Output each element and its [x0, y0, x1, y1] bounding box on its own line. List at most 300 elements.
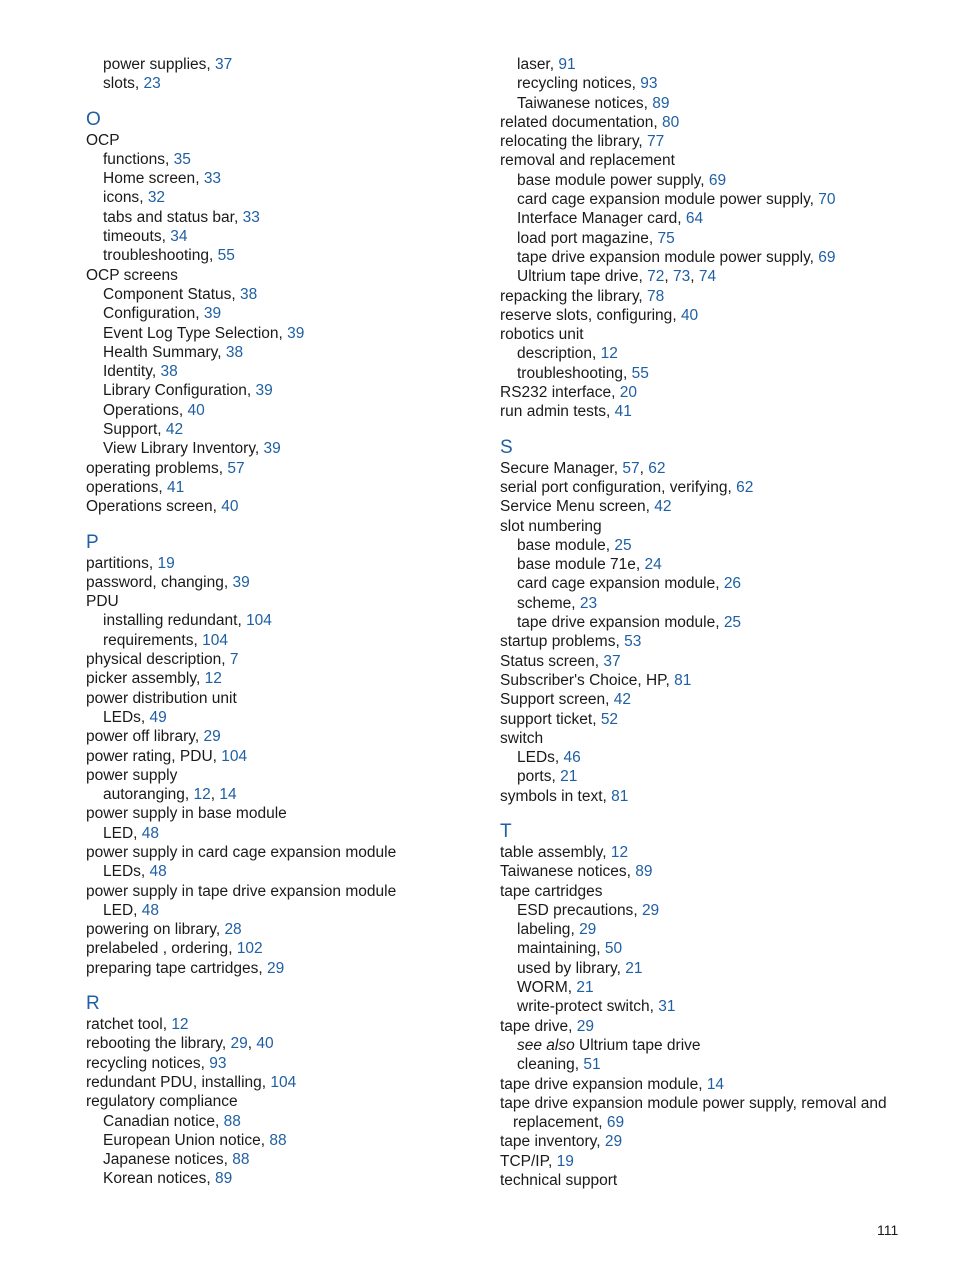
- index-term: power supply in card cage expansion module: [86, 843, 397, 861]
- index-term: relocating the library: [500, 133, 639, 151]
- page-link[interactable]: 73: [672, 268, 691, 286]
- index-term: support ticket: [500, 710, 593, 728]
- index-term: table assembly: [500, 843, 603, 861]
- index-subentry-taiwanese-notices: Taiwanese notices, 89: [517, 94, 670, 112]
- index-entry-reserve-slots-configuring: reserve slots, configuring, 40: [500, 306, 699, 324]
- page-link[interactable]: 40: [256, 1035, 274, 1053]
- page-link[interactable]: 14: [219, 786, 237, 804]
- index-entry-operations-screen: Operations screen, 40: [86, 498, 239, 516]
- page-link[interactable]: 89: [652, 94, 670, 112]
- index-term: Subscriber's Choice, HP: [500, 671, 666, 689]
- page-link[interactable]: 14: [706, 1075, 725, 1093]
- page-link[interactable]: 39: [287, 324, 305, 342]
- index-term: troubleshooting: [517, 364, 623, 382]
- page-link[interactable]: 42: [165, 421, 184, 439]
- index-term: card cage expansion module power supply: [517, 191, 810, 209]
- page-link[interactable]: 29: [230, 1035, 248, 1053]
- index-term: Taiwanese notices: [517, 94, 644, 112]
- page-link[interactable]: 40: [221, 498, 239, 516]
- page-link[interactable]: 104: [221, 747, 248, 765]
- index-subentry-maintaining: maintaining, 50: [517, 940, 623, 958]
- index-term: scheme: [517, 594, 572, 612]
- index-term: base module power supply: [517, 171, 701, 189]
- index-subentry-led: LED, 48: [103, 901, 160, 919]
- index-term: LED: [103, 901, 134, 919]
- index-term: base module 71e: [517, 556, 636, 574]
- index-term: Ultrium tape drive: [579, 1036, 701, 1054]
- page-link[interactable]: 42: [654, 498, 672, 516]
- page-link[interactable]: 88: [269, 1131, 287, 1149]
- index-term: prelabeled , ordering: [86, 940, 229, 958]
- page-link[interactable]: 7: [229, 651, 239, 669]
- index-term: installing redundant: [103, 612, 238, 630]
- index-subentry-interface-manager-card: Interface Manager card, 64: [517, 210, 704, 228]
- index-subentry-library-configuration: Library Configuration, 39: [103, 382, 273, 400]
- index-entry-support-ticket: support ticket, 52: [500, 710, 619, 728]
- page-link[interactable]: 12: [171, 1016, 189, 1034]
- index-term: run admin tests: [500, 403, 606, 421]
- index-subentry-canadian-notice: Canadian notice, 88: [103, 1112, 241, 1130]
- page-link[interactable]: 29: [203, 728, 221, 746]
- index-entry-removal-and-replacement: [500, 151, 920, 170]
- page-link[interactable]: 33: [242, 208, 260, 226]
- index-letter-heading: T: [500, 820, 512, 842]
- page-link[interactable]: 39: [232, 573, 250, 591]
- index-term: description: [517, 345, 592, 363]
- page-link[interactable]: 57: [227, 459, 245, 477]
- index-term: Home screen: [103, 170, 196, 188]
- index-subentry-scheme: scheme, 23: [517, 594, 598, 612]
- index-entry-support-screen: Support screen, 42: [500, 691, 631, 709]
- page-link[interactable]: 104: [246, 612, 272, 630]
- index-subentry-autoranging: autoranging, 12, 14: [103, 786, 237, 804]
- index-letter-heading: S: [500, 436, 513, 458]
- index-entry-operating-problems: operating problems, 57: [86, 459, 245, 477]
- page-link[interactable]: 34: [170, 228, 188, 246]
- index-entry-redundant-pdu-installing: redundant PDU, installing, 104: [86, 1073, 297, 1091]
- page-link[interactable]: 29: [641, 901, 660, 919]
- index-letter-heading: P: [86, 531, 99, 553]
- index-term: Status screen: [500, 652, 595, 670]
- index-subentry-tape-drive-expansion-module-power-supply: tape drive expansion module power supply, 69: [517, 248, 836, 266]
- index-term: labeling: [517, 921, 571, 939]
- index-term: OCP screens: [86, 266, 178, 284]
- index-term: Secure Manager: [500, 459, 614, 477]
- index-subentry-ultrium-tape-drive: [500, 1036, 920, 1055]
- index-term: tabs and status bar: [103, 208, 234, 226]
- index-term: card cage expansion module: [517, 575, 716, 593]
- index-entry-tape-drive-expansion-module-power-supply-removal-and-replacement: tape drive expansion module power supply, removal and replacement, 69: [500, 1094, 887, 1132]
- index-subentry-description: description, 12: [517, 345, 618, 363]
- index-term: tape drive expansion module power supply: [517, 248, 810, 266]
- index-term: requirements: [103, 631, 194, 649]
- page-link[interactable]: 89: [215, 1170, 233, 1188]
- index-subentry-requirements: requirements, 104: [103, 631, 228, 649]
- index-term: password, changing: [86, 573, 224, 591]
- page-link[interactable]: 62: [648, 459, 666, 477]
- index-entry-ocp-screens: [86, 266, 496, 285]
- page-link[interactable]: 39: [255, 382, 273, 400]
- index-term: power supplies: [103, 56, 207, 73]
- index-entry-tape-drive: tape drive, 29: [500, 1017, 594, 1035]
- index-term: RS232 interface: [500, 384, 612, 402]
- index-term: operations: [86, 478, 159, 496]
- index-subentry-leds: LEDs, 48: [103, 863, 167, 881]
- index-term: WORM: [517, 979, 568, 997]
- index-subentry-base-module-71e: base module 71e, 24: [517, 556, 662, 574]
- page-link[interactable]: 37: [603, 652, 621, 670]
- page-link[interactable]: 93: [640, 75, 658, 93]
- index-entry-related-documentation: related documentation, 80: [500, 113, 680, 131]
- page-number: 111: [877, 1222, 899, 1238]
- index-term: write-protect switch: [517, 998, 650, 1016]
- page-link[interactable]: 81: [611, 787, 629, 805]
- page-link[interactable]: 75: [657, 229, 675, 247]
- index-term: PDU: [86, 593, 119, 611]
- index-subentry-operations: Operations, 40: [103, 401, 205, 419]
- page-link[interactable]: 38: [240, 285, 258, 303]
- index-subentry-support: Support, 42: [103, 421, 184, 439]
- index-subentry-tape-drive-expansion-module: tape drive expansion module, 25: [517, 614, 742, 632]
- index-subentry-base-module: base module, 25: [517, 536, 632, 554]
- index-letter-heading: R: [86, 993, 100, 1015]
- page-link[interactable]: 40: [680, 306, 699, 324]
- page-link[interactable]: 52: [600, 710, 619, 728]
- index-subentry-base-module-power-supply: base module power supply, 69: [517, 171, 727, 189]
- page-link[interactable]: 48: [149, 863, 167, 881]
- index-term: Support: [103, 421, 158, 439]
- index-term: slots: [103, 75, 135, 93]
- index-term: Configuration: [103, 305, 196, 323]
- page-link[interactable]: 69: [708, 171, 727, 189]
- index-entry-relocating-the-library: relocating the library, 77: [500, 133, 665, 151]
- index-term: TCP/IP: [500, 1152, 548, 1170]
- index-term: power supply in base module: [86, 805, 287, 823]
- index-term: repacking the library: [500, 287, 639, 305]
- index-term: removal and replacement: [500, 152, 675, 170]
- index-term: partitions: [86, 554, 149, 572]
- page-link[interactable]: 26: [723, 575, 742, 593]
- index-subentry-identity: Identity, 38: [103, 363, 178, 381]
- page-link[interactable]: 89: [635, 863, 653, 881]
- index-term: power distribution unit: [86, 689, 237, 707]
- index-term: Service Menu screen: [500, 498, 646, 516]
- index-subentry-tabs-and-status-bar: tabs and status bar, 33: [103, 208, 260, 226]
- index-term: icons: [103, 189, 140, 207]
- index-entry-run-admin-tests: run admin tests, 41: [500, 403, 632, 421]
- page-link[interactable]: 12: [610, 843, 629, 861]
- index-entry-robotics-unit: [500, 325, 920, 344]
- index-term: symbols in text: [500, 787, 603, 805]
- index-term: Component Status: [103, 285, 232, 303]
- page-link[interactable]: 21: [560, 768, 578, 786]
- page-link[interactable]: 88: [232, 1151, 250, 1169]
- index-subentry-japanese-notices: Japanese notices, 88: [103, 1151, 250, 1169]
- index-term: tape inventory: [500, 1133, 597, 1151]
- index-term: picker assembly: [86, 670, 196, 688]
- index-entry-power-supply: [86, 766, 496, 785]
- index-subentry-esd-precautions: ESD precautions, 29: [517, 901, 660, 919]
- index-entry-password-changing: password, changing, 39: [86, 573, 250, 591]
- index-term: maintaining: [517, 940, 597, 958]
- index-subentry-installing-redundant: installing redundant, 104: [103, 612, 272, 630]
- index-term: Library Configuration: [103, 382, 247, 400]
- page-link[interactable]: 39: [203, 305, 222, 323]
- index-term: related documentation: [500, 113, 654, 131]
- page-link[interactable]: 77: [647, 133, 665, 151]
- page-link[interactable]: 51: [583, 1056, 601, 1074]
- index-subentry-configuration: Configuration, 39: [103, 305, 222, 323]
- page-link[interactable]: 12: [204, 670, 222, 688]
- page-link[interactable]: 21: [625, 959, 643, 977]
- index-subentry-card-cage-expansion-module-power-supply: card cage expansion module power supply, 70: [517, 191, 836, 209]
- index-entry-slot-numbering: [500, 517, 920, 536]
- index-subentry-led: LED, 48: [103, 824, 160, 842]
- index-entry-secure-manager: Secure Manager, 57, 62: [500, 459, 666, 477]
- page-link[interactable]: 93: [209, 1054, 227, 1072]
- page-link[interactable]: 53: [624, 633, 642, 651]
- index-term: Canadian notice: [103, 1112, 216, 1130]
- index-term: Event Log Type Selection: [103, 324, 279, 342]
- page-link[interactable]: 69: [818, 248, 836, 266]
- index-letter-heading: O: [86, 108, 101, 130]
- page-link[interactable]: 74: [698, 268, 717, 286]
- page-link[interactable]: 91: [558, 56, 576, 73]
- index-column-right: [500, 55, 920, 1190]
- index-term: Operations screen: [86, 498, 213, 516]
- page-link[interactable]: 46: [563, 749, 581, 767]
- index-subentry-ports: ports, 21: [517, 768, 578, 786]
- page-link[interactable]: 12: [600, 345, 618, 363]
- index-entry-tape-inventory: tape inventory, 29: [500, 1133, 623, 1151]
- index-term: ESD precautions: [517, 901, 634, 919]
- page-link[interactable]: 28: [224, 921, 242, 939]
- index-entry-status-screen: Status screen, 37: [500, 652, 621, 670]
- index-term: powering on library: [86, 921, 216, 939]
- index-subentry-labeling: labeling, 29: [517, 921, 597, 939]
- page-link[interactable]: 12: [193, 786, 211, 804]
- index-entry-power-supply-in-tape-drive-expansion-module: [86, 882, 496, 901]
- index-subentry-write-protect-switch: write-protect switch, 31: [517, 998, 676, 1016]
- index-entry-power-rating-pdu: power rating, PDU, 104: [86, 747, 248, 765]
- page-link[interactable]: 72: [647, 268, 665, 286]
- index-term: slot numbering: [500, 517, 602, 535]
- index-term: tape drive: [500, 1017, 569, 1035]
- index-entry-rebooting-the-library: rebooting the library, 29, 40: [86, 1035, 274, 1053]
- index-entry-power-supply-in-card-cage-expansion-module: [86, 843, 496, 862]
- page-link[interactable]: 40: [187, 401, 205, 419]
- index-subentry-laser: laser, 91: [517, 56, 576, 73]
- index-term: reserve slots, configuring: [500, 306, 673, 324]
- index-entry-operations: operations, 41: [86, 478, 185, 496]
- page-link[interactable]: 62: [736, 478, 754, 496]
- page-link[interactable]: 23: [579, 594, 598, 612]
- page-link[interactable]: 19: [157, 554, 175, 572]
- index-entry-tcp-ip: TCP/IP, 19: [500, 1152, 574, 1170]
- index-entry-powering-on-library: powering on library, 28: [86, 921, 242, 939]
- index-entry-symbols-in-text: symbols in text, 81: [500, 787, 629, 805]
- page-link[interactable]: 42: [613, 691, 631, 709]
- index-term: Health Summary: [103, 343, 218, 361]
- index-subentry-slots: slots, 23: [103, 75, 161, 93]
- page-link[interactable]: 23: [143, 75, 161, 93]
- index-entry-ratchet-tool: ratchet tool, 12: [86, 1016, 189, 1034]
- index-subentry-health-summary: Health Summary, 38: [103, 343, 244, 361]
- index-term: recycling notices: [517, 75, 632, 93]
- page-link[interactable]: 37: [215, 56, 233, 73]
- index-entry-switch: [500, 729, 920, 748]
- page-link[interactable]: 80: [662, 113, 680, 131]
- index-term: OCP: [86, 131, 120, 149]
- index-term: Interface Manager card: [517, 210, 678, 228]
- index-subentry-icons: icons, 32: [103, 189, 166, 207]
- index-term: power supply in tape drive expansion module: [86, 882, 397, 900]
- index-subentry-worm: WORM, 21: [517, 979, 594, 997]
- index-subentry-recycling-notices: recycling notices, 93: [517, 75, 658, 93]
- page-link[interactable]: 33: [203, 170, 222, 188]
- index-subentry-leds: LEDs, 46: [517, 749, 581, 767]
- index-term: Support screen: [500, 691, 606, 709]
- page-link[interactable]: 41: [614, 403, 632, 421]
- index-term: laser: [517, 56, 550, 73]
- page-link[interactable]: 25: [723, 614, 742, 632]
- index-term: physical description: [86, 651, 222, 669]
- index-term: View Library Inventory: [103, 440, 255, 458]
- index-term: tape cartridges: [500, 882, 603, 900]
- index-entry-startup-problems: startup problems, 53: [500, 633, 642, 651]
- index-entry-rs232-interface: RS232 interface, 20: [500, 384, 638, 402]
- index-term: recycling notices: [86, 1054, 201, 1072]
- index-term: timeouts: [103, 228, 162, 246]
- index-term: functions: [103, 150, 166, 168]
- page-link[interactable]: 104: [202, 631, 228, 649]
- index-term: ratchet tool: [86, 1016, 163, 1034]
- page-link[interactable]: 21: [576, 979, 594, 997]
- page-link[interactable]: 29: [579, 921, 597, 939]
- index-term: load port magazine: [517, 229, 649, 247]
- index-term: tape drive expansion module: [500, 1075, 699, 1093]
- page-link[interactable]: 78: [647, 287, 665, 305]
- index-subentry-ultrium-tape-drive: Ultrium tape drive, 72, 73, 74: [517, 268, 717, 286]
- page-link[interactable]: 29: [604, 1133, 623, 1151]
- see-also-label: see also: [517, 1036, 575, 1054]
- index-term: Japanese notices: [103, 1151, 224, 1169]
- page-link[interactable]: 55: [217, 247, 235, 265]
- index-entry-power-distribution-unit: [86, 689, 496, 708]
- index-subentry-component-status: Component Status, 38: [103, 285, 258, 303]
- page-link[interactable]: 29: [576, 1017, 594, 1035]
- index-term: autoranging: [103, 786, 185, 804]
- page-link[interactable]: 81: [674, 671, 692, 689]
- index-term: power off library: [86, 728, 195, 746]
- page-link[interactable]: 38: [225, 343, 244, 361]
- page-link[interactable]: 69: [606, 1114, 625, 1132]
- index-subentry-used-by-library: used by library, 21: [517, 959, 643, 977]
- page-link[interactable]: 48: [141, 901, 160, 919]
- index-subentry-event-log-type-selection: Event Log Type Selection, 39: [103, 324, 305, 342]
- page-link[interactable]: 25: [614, 536, 632, 554]
- page-link[interactable]: 29: [266, 959, 285, 977]
- page-link[interactable]: 64: [685, 210, 704, 228]
- page-link[interactable]: 19: [556, 1152, 574, 1170]
- index-term: LED: [103, 824, 134, 842]
- index-term: power supply: [86, 766, 178, 784]
- index-subentry-home-screen: Home screen, 33: [103, 170, 222, 188]
- index-entry-picker-assembly: picker assembly, 12: [86, 670, 222, 688]
- index-term: LEDs: [103, 708, 141, 726]
- index-term: Korean notices: [103, 1170, 207, 1188]
- index-subentry-card-cage-expansion-module: card cage expansion module, 26: [517, 575, 742, 593]
- page-link[interactable]: 24: [644, 556, 662, 574]
- index-term: power rating, PDU: [86, 747, 213, 765]
- index-entry-tape-cartridges: [500, 882, 920, 901]
- page-link[interactable]: 102: [236, 940, 263, 958]
- index-entry-prelabeled-ordering: prelabeled , ordering, 102: [86, 940, 263, 958]
- index-term: preparing tape cartridges: [86, 959, 259, 977]
- index-term: LEDs: [103, 863, 141, 881]
- page-link[interactable]: 35: [173, 150, 191, 168]
- page-link[interactable]: 104: [270, 1073, 297, 1091]
- index-term: Identity: [103, 363, 152, 381]
- page-link[interactable]: 55: [631, 364, 649, 382]
- page-link[interactable]: 39: [263, 440, 281, 458]
- index-entry-physical-description: physical description, 7: [86, 651, 239, 669]
- index-term: robotics unit: [500, 326, 584, 344]
- index-entry-pdu: [86, 592, 496, 611]
- index-subentry-cleaning: cleaning, 51: [517, 1056, 601, 1074]
- page-link[interactable]: 20: [619, 384, 638, 402]
- page-link[interactable]: 38: [160, 363, 178, 381]
- index-term: rebooting the library: [86, 1035, 222, 1053]
- page-link[interactable]: 32: [147, 189, 166, 207]
- index-subentry-leds: LEDs, 49: [103, 708, 167, 726]
- index-term: troubleshooting: [103, 247, 209, 265]
- page-link[interactable]: 70: [818, 191, 836, 209]
- index-entry-power-off-library: power off library, 29: [86, 728, 221, 746]
- page-link[interactable]: 48: [141, 824, 160, 842]
- index-entry-regulatory-compliance: [86, 1092, 496, 1111]
- page-link[interactable]: 88: [223, 1112, 241, 1130]
- index-term: LEDs: [517, 749, 555, 767]
- index-term: European Union notice: [103, 1131, 261, 1149]
- index-term: startup problems: [500, 633, 616, 651]
- page-link[interactable]: 50: [604, 940, 623, 958]
- index-term: Ultrium tape drive: [517, 268, 639, 286]
- index-term: Operations: [103, 401, 179, 419]
- index-term: tape drive expansion module: [517, 614, 716, 632]
- index-entry-serial-port-configuration-verifying: serial port configuration, verifying, 62: [500, 478, 754, 496]
- index-term: tape drive expansion module power supply, removal and replacement: [500, 1094, 887, 1132]
- index-subentry-european-union-notice: European Union notice, 88: [103, 1131, 287, 1149]
- index-term: technical support: [500, 1172, 618, 1190]
- index-subentry-korean-notices: Korean notices, 89: [103, 1170, 233, 1188]
- index-entry-tape-drive-expansion-module: tape drive expansion module, 14: [500, 1075, 725, 1093]
- page-link[interactable]: 49: [149, 708, 167, 726]
- index-term: base module: [517, 536, 606, 554]
- index-subentry-functions: functions, 35: [103, 150, 191, 168]
- page-link[interactable]: 31: [658, 998, 676, 1016]
- index-term: operating problems: [86, 459, 219, 477]
- index-term: Taiwanese notices: [500, 863, 627, 881]
- page-link[interactable]: 57: [622, 459, 640, 477]
- index-subentry-view-library-inventory: View Library Inventory, 39: [103, 440, 281, 458]
- index-term: regulatory compliance: [86, 1093, 238, 1111]
- index-subentry-power-supplies: power supplies, 37: [103, 56, 233, 73]
- page-link[interactable]: 41: [167, 478, 185, 496]
- index-subentry-timeouts: timeouts, 34: [103, 228, 188, 246]
- index-subentry-troubleshooting: troubleshooting, 55: [103, 247, 235, 265]
- index-subentry-troubleshooting: troubleshooting, 55: [517, 364, 649, 382]
